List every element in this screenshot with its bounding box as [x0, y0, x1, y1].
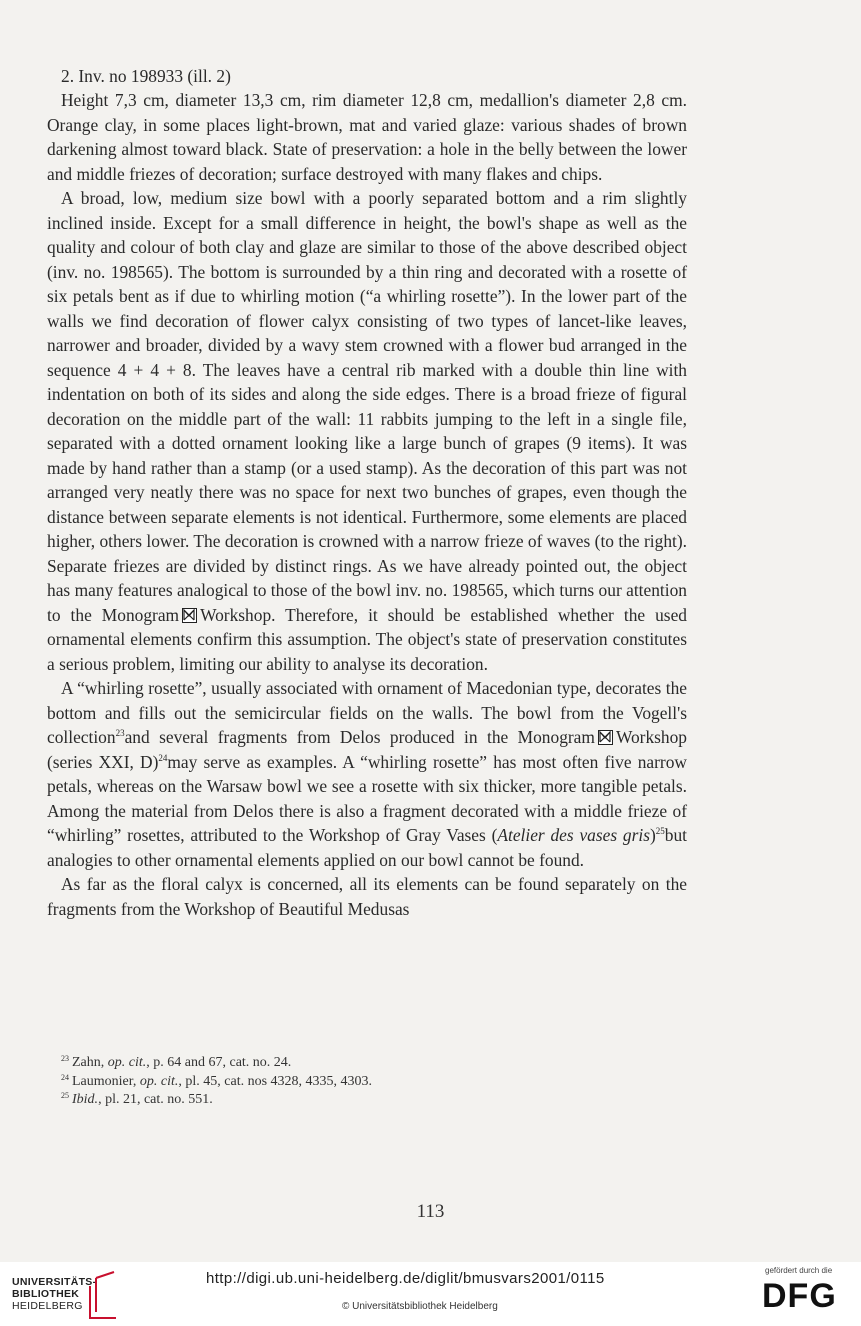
footnote-author: Laumonier, [72, 1073, 140, 1089]
footnote-italic: op. cit. [139, 1073, 179, 1089]
paragraph-analysis [47, 186, 687, 676]
copyright-notice: © Universitätsbibliothek Heidelberg [342, 1301, 498, 1312]
rosette-text-1: A “whirling rosette”, usually associated with ornament of Macedonian type, decorates the bottom and fills out the semicircular fields on the walls. The bowl from the Vogell's collection [47, 678, 687, 747]
footnotes [47, 1054, 687, 1110]
footnote-text: , pl. 21, cat. no. 551. [98, 1092, 213, 1107]
paragraph-calyx: As far as the floral calyx is concerned, all its elements can be found separately on the fragments from the Workshop of Beautiful Medusas [47, 874, 687, 919]
sponsor-label: gefördert durch die [765, 1266, 833, 1275]
footnote [47, 1054, 687, 1073]
rosette-text-3: Workshop (series XXI, D) [47, 727, 687, 772]
footnote [47, 1091, 687, 1110]
logo-line-3: HEIDELBERG [12, 1300, 83, 1312]
rosette-text-5: ) [649, 825, 656, 845]
page-number: 113 [416, 1201, 445, 1222]
rosette-text-2: and several fragments from Delos produced in the Monogram [124, 727, 595, 747]
entry-heading: 2. Inv. no 198933 (ill. 2) [61, 66, 231, 86]
monogram-icon [598, 730, 613, 745]
logo-line-1: UNIVERSITÄTS- [12, 1276, 97, 1288]
footnote-number: 25 [61, 1091, 69, 1100]
logo-line-2: BIBLIOTHEK [12, 1288, 80, 1300]
footnote-number: 23 [61, 1054, 69, 1063]
rosette-text-6: but analogies to other ornamental elements applied on our bowl cannot be found. [47, 825, 687, 870]
permalink-url[interactable]: http://digi.ub.uni-heidelberg.de/diglit/bmusvars2001/0115 [206, 1270, 605, 1287]
footnote-text: , pl. 45, cat. nos 4328, 4335, 4303. [178, 1073, 373, 1089]
rosette-text-4: may serve as examples. A “whirling rosette” has most often five narrow petals, whereas on the Warsaw bowl we see a rosette with six thicker, more tangible petals. Among the material from Delos there is also a fragment decorated with a middle frieze of “whirling” rosettes, attributed to the Workshop of Gray Vases ( [47, 751, 687, 845]
rosette-italic-term: Atelier des vases gris [497, 825, 650, 845]
footnote-author: Zahn, [72, 1055, 108, 1070]
library-mark-icon [86, 1268, 120, 1322]
footnote-italic: Ibid. [72, 1092, 99, 1107]
page-body [47, 64, 687, 921]
footnote-ref-23[interactable]: 23 [115, 728, 125, 738]
footnote-italic: op. cit. [107, 1055, 147, 1070]
digitization-footer [0, 1262, 861, 1326]
footnote-ref-24[interactable]: 24 [158, 752, 168, 763]
footnote-text: , p. 64 and 67, cat. no. 24. [146, 1055, 292, 1070]
dfg-logo[interactable]: DFG [762, 1277, 837, 1315]
paragraph-analysis-text-2: Workshop. Therefore, it should be established whether the used ornamental elements confirm this assumption. The object's state of preservation constitutes a serious problem, limiting our ability to analyse its decoration. [47, 604, 687, 674]
paragraph-description: Height 7,3 cm, diameter 13,3 cm, rim diameter 12,8 cm, medallion's diameter 2,8 cm. Orange clay, in some places light-brown, mat and varied glaze: various shades of brown darkening almost toward black. State of preservation: a hole in the belly between the lower and middle friezes of decoration; surface destroyed with many flakes and chips. [47, 90, 687, 184]
footnote-ref-25[interactable]: 25 [655, 826, 665, 836]
university-library-logo[interactable] [12, 1276, 96, 1312]
footnote [47, 1073, 687, 1092]
paragraph-analysis-text: A broad, low, medium size bowl with a poorly separated bottom and a rim slightly inclined inside. Except for a small difference in height, the bowl's shape as well as the quality and colour of both clay and glaze are similar to those of the above described object (inv. no. 198565). The bottom is surrounded by a thin ring and decorated with a rosette of six petals bent as if due to whirling motion (“a whirling rosette”). In the lower part of the walls we find decoration of flower calyx consisting of two types of lancet-like leaves, narrower and broader, divided by a wavy stem crowned with a flower bud arranged in the sequence 4 + 4 + 8. The leaves have a central rib marked with a double thin line with indentation on both of its sides and along the side edges. There is a broad frieze of figural decoration on the middle part of the wall: 11 rabbits jumping to the left in a single file, separated with a dotted ornament looking like a large bunch of grapes (9 items). It was made by hand rather than a stamp (or a used stamp). As the decoration of this part was not arranged very neatly there was no space for next two bunches of grapes, even though the distance between separate elements is not identical. Furthermore, some elements are placed higher, others lower. The decoration is crowned with a narrow frieze of waves (to the right). Separate friezes are divided by distinct rings. As we have already pointed out, the object has many features analogical to those of the bowl inv. no. 198565, which turns our attention to the Monogram [47, 188, 687, 625]
monogram-icon [182, 608, 197, 623]
paragraph-rosette [47, 676, 687, 872]
footnote-number: 24 [61, 1072, 69, 1082]
